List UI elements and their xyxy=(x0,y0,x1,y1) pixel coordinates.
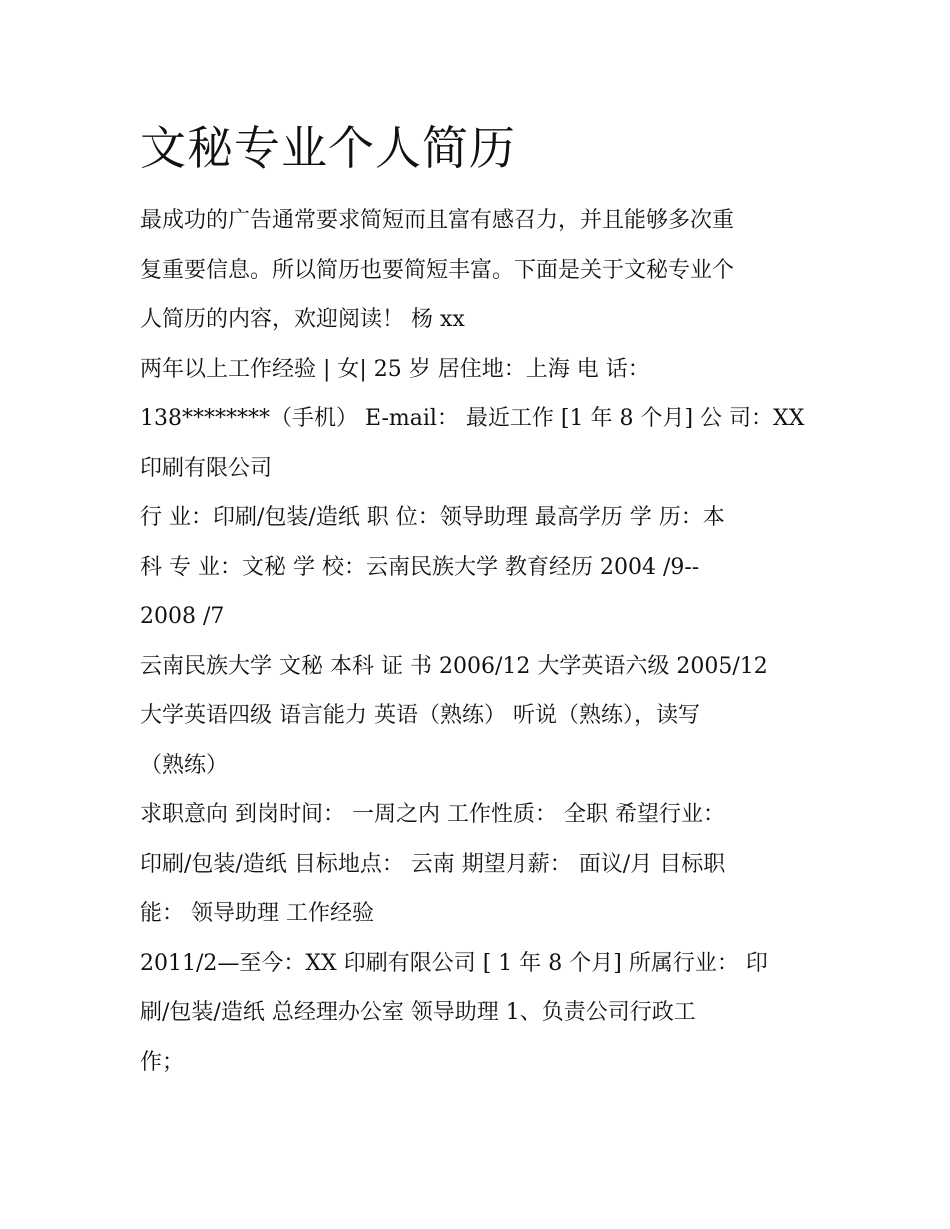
body-line: 印刷/包装/造纸 目标地点： 云南 期望月薪： 面议/月 目标职 xyxy=(140,851,726,877)
body-line: 科 专 业：文秘 学 校：云南民族大学 教育经历 2004 /9-- xyxy=(140,554,700,580)
body-line: 2008 /7 xyxy=(140,604,225,629)
body-line: 刷/包装/造纸 总经理办公室 领导助理 1、负责公司行政工 xyxy=(140,1000,696,1025)
body-line: 云南民族大学 文秘 本科 证 书 2006/12 大学英语六级 2005/12 xyxy=(140,653,768,679)
body-line: 人简历的内容，欢迎阅读！ 杨 xx xyxy=(140,307,465,332)
body-line: 行 业：印刷/包装/造纸 职 位：领导助理 最高学历 学 历：本 xyxy=(140,505,725,530)
body-line: 最成功的广告通常要求简短而且富有感召力，并且能够多次重 xyxy=(140,208,735,233)
body-line: 印刷有限公司 xyxy=(140,455,273,481)
body-line: （熟练） xyxy=(140,752,229,778)
body-line: 大学英语四级 语言能力 英语（熟练） 听说（熟练），读写 xyxy=(140,703,700,728)
body-line: 复重要信息。所以简历也要简短丰富。下面是关于文秘专业个 xyxy=(140,257,735,283)
body-line: 求职意向 到岗时间： 一周之内 工作性质： 全职 希望行业： xyxy=(140,802,725,827)
document-title: 文秘专业个人简历 xyxy=(140,121,516,175)
body-line: 能： 领导助理 工作经验 xyxy=(140,901,374,926)
body-line: 作； xyxy=(140,1049,185,1075)
body-line: 138********（手机） E-mail： 最近工作 [1 年 8 个月] 公 司：XX xyxy=(140,406,805,431)
document-body xyxy=(140,196,812,1087)
body-line: 两年以上工作经验 | 女| 25 岁 居住地：上海 电 话： xyxy=(140,356,650,382)
body-line: 2011/2—至今：XX 印刷有限公司 [ 1 年 8 个月] 所属行业： 印 xyxy=(140,950,768,976)
